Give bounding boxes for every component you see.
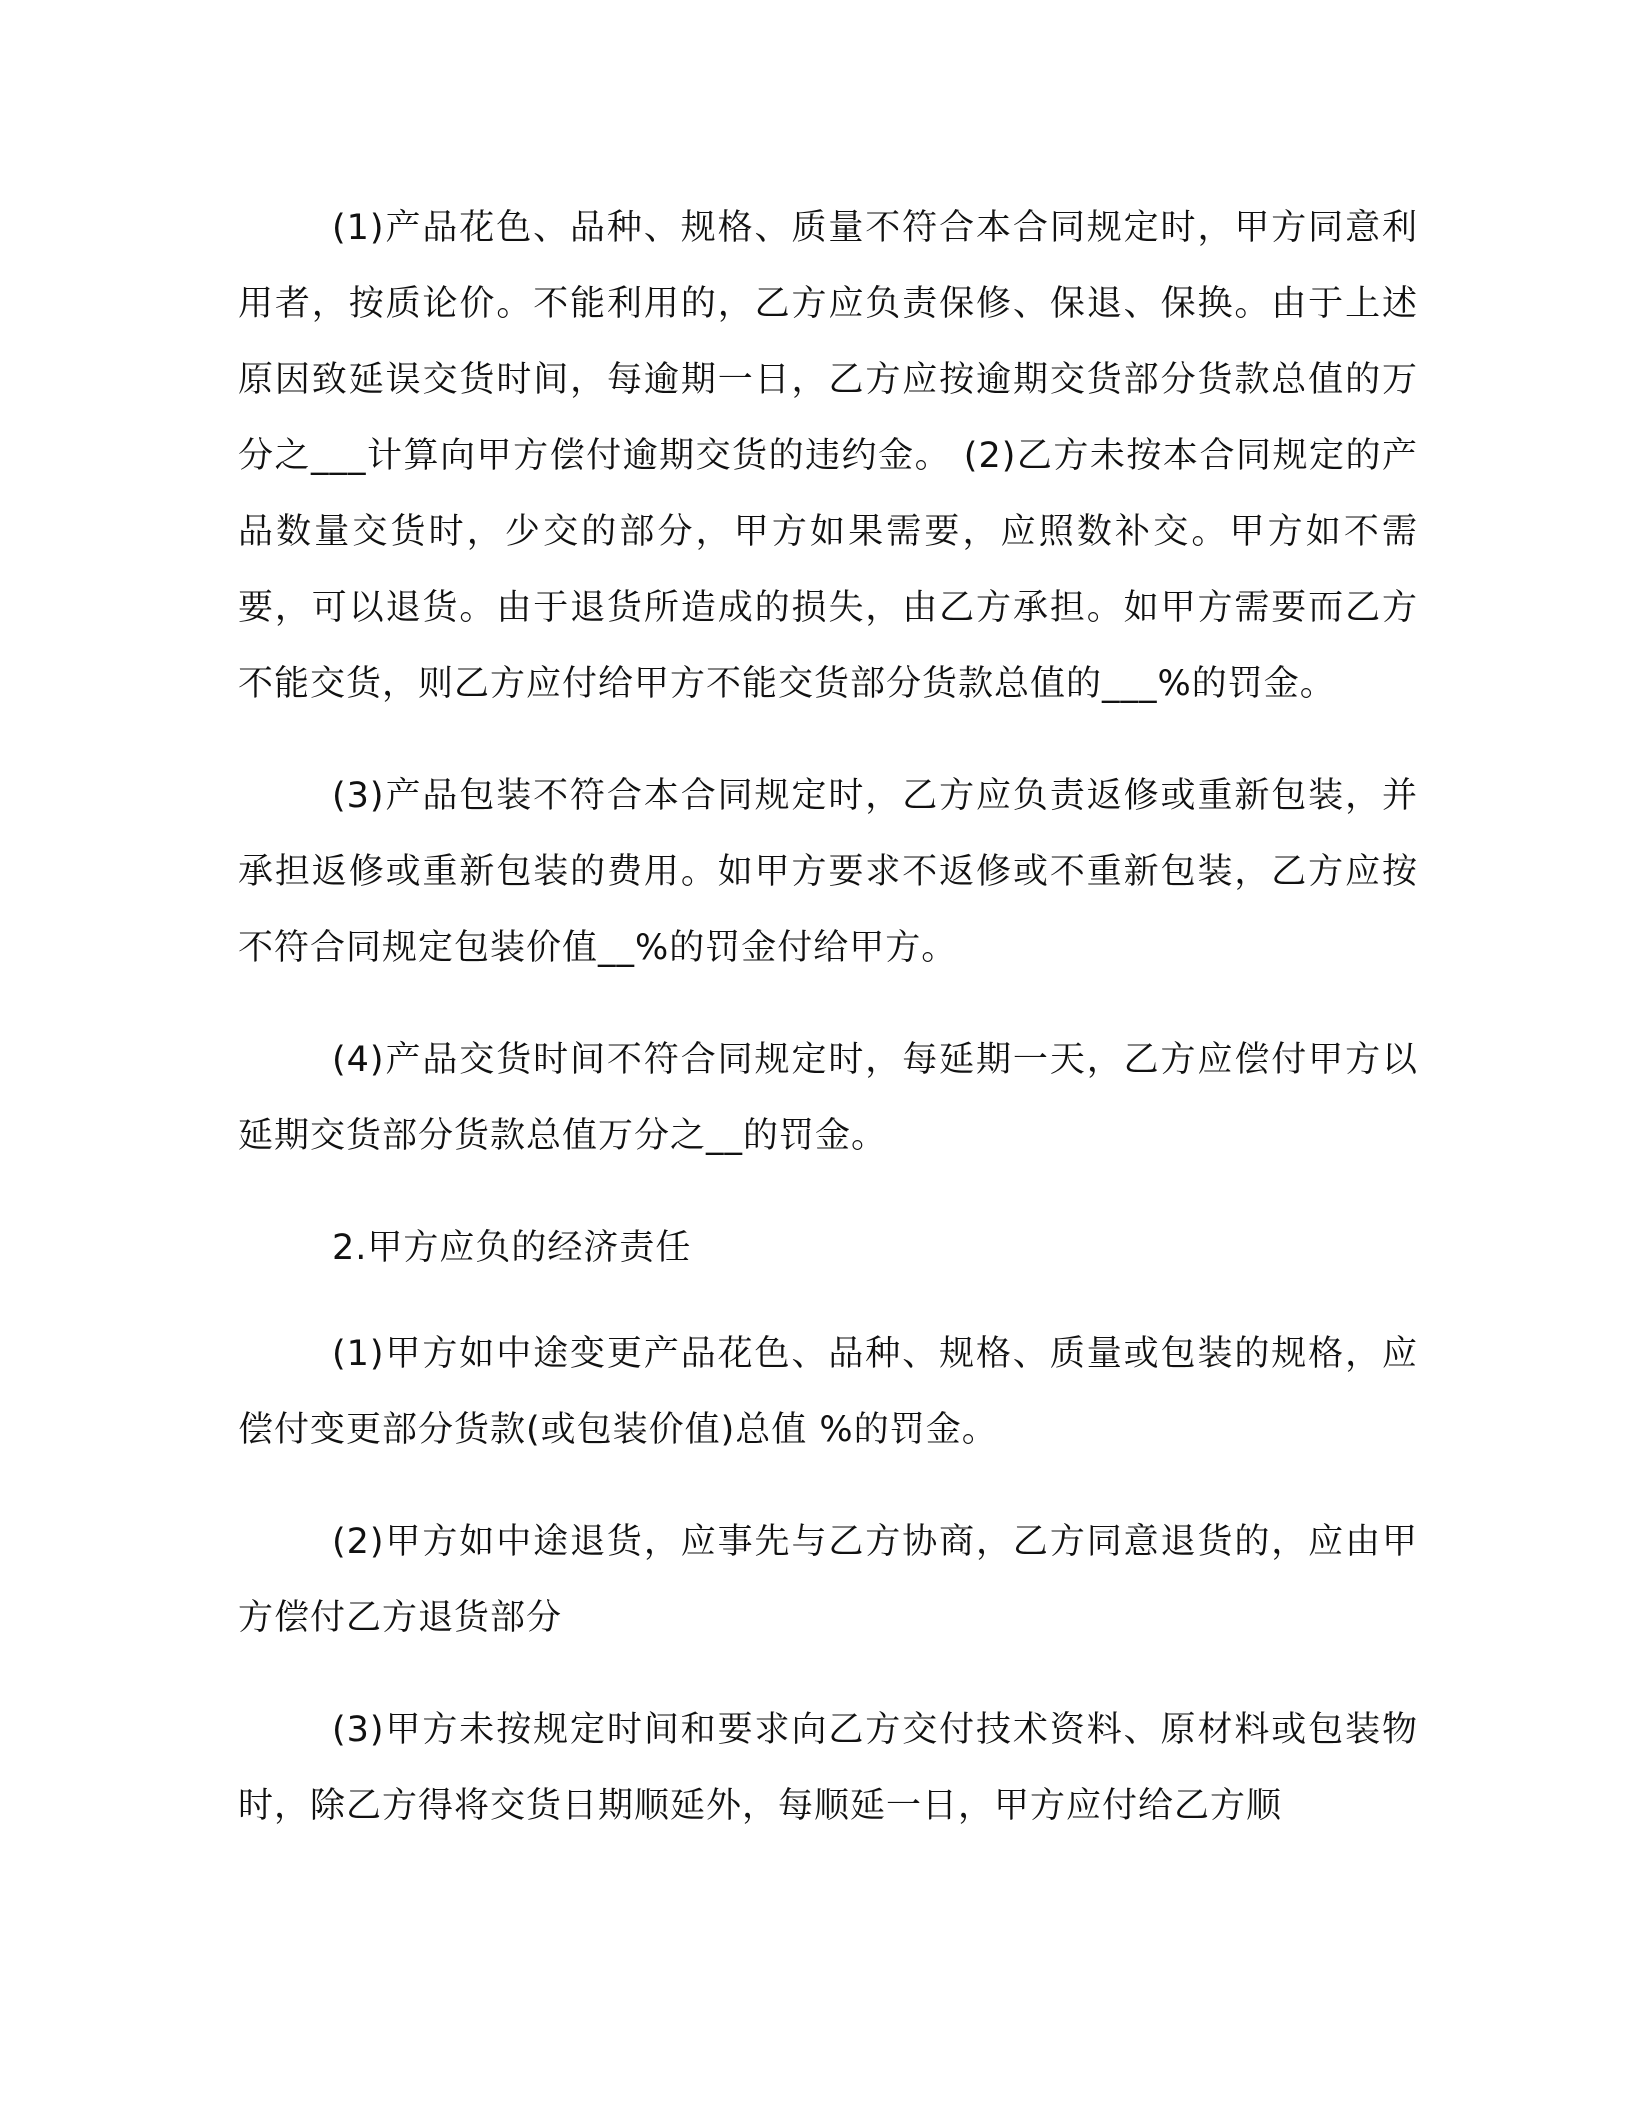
paragraph-clause-1-3: (3)产品包装不符合本合同规定时，乙方应负责返修或重新包装，并承担返修或重新包装的费用。如甲方要求不返修或不重新包装，乙方应按不符合同规定包装价值__%的罚金付给甲方。 — [238, 776, 1418, 968]
paragraph-clause-1-4: (4)产品交货时间不符合同规定时，每延期一天，乙方应偿付甲方以延期交货部分货款总值万分之__的罚金。 — [238, 1040, 1418, 1156]
document-page — [238, 190, 1418, 1880]
paragraph-clause-2-2: (2)甲方如中途退货，应事先与乙方协商，乙方同意退货的，应由甲方偿付乙方退货部分 — [238, 1522, 1418, 1638]
section-heading-party-a-liability: 2.甲方应负的经济责任 — [332, 1228, 692, 1268]
paragraph-clause-2-1: (1)甲方如中途变更产品花色、品种、规格、质量或包装的规格，应偿付变更部分货款(或包装价值)总值 %的罚金。 — [238, 1334, 1418, 1450]
paragraph-clause-1-1: (1)产品花色、品种、规格、质量不符合本合同规定时，甲方同意利用者，按质论价。不能利用的，乙方应负责保修、保退、保换。由于上述原因致延误交货时间，每逾期一日，乙方应按逾期交货部分货款总值的万分之___计算向甲方偿付逾期交货的违约金。 (2)乙方未按本合同规定的产品数量交货时，少交的部分，甲方如果需要，应照数补交。甲方如不需要，可以退货。由于退货所造成的损失，由乙方承担。如甲方需要而乙方不能交货，则乙方应付给甲方不能交货部分货款总值的___%的罚金。 — [238, 208, 1418, 704]
paragraph-clause-2-3: (3)甲方未按规定时间和要求向乙方交付技术资料、原材料或包装物时，除乙方得将交货日期顺延外，每顺延一日，甲方应付给乙方顺 — [238, 1710, 1418, 1826]
